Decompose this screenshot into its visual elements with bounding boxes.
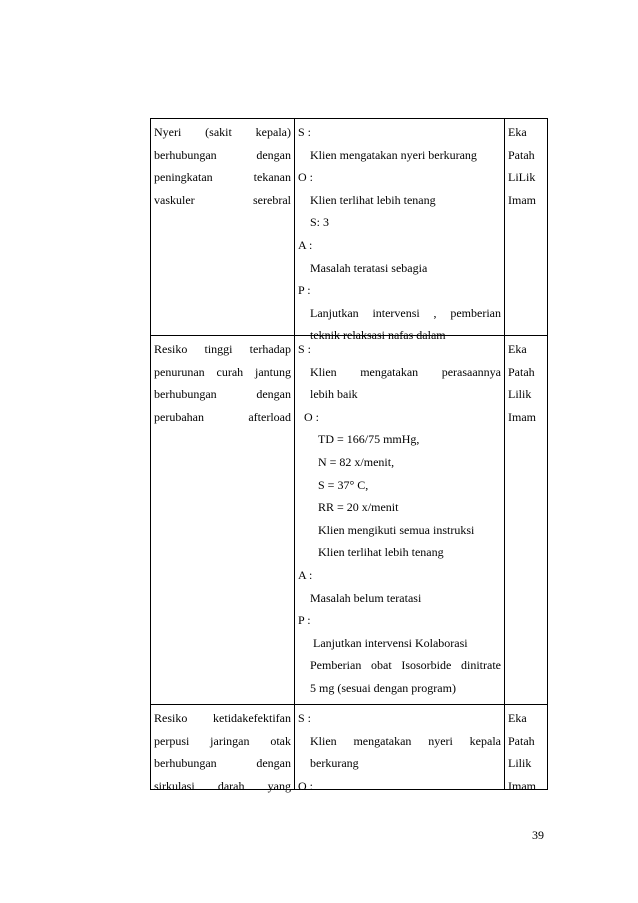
diagnosis-line: vaskuler serebral <box>154 192 291 207</box>
diagnosis-line: Resiko ketidakefektifan <box>154 711 291 725</box>
diagnosis-line: sirkulasi darah yang <box>154 778 291 793</box>
signature-name: Imam <box>508 409 536 424</box>
evaluation-line: O : <box>304 409 319 424</box>
signature-name: Imam <box>508 192 536 207</box>
evaluation-line: RR = 20 x/menit <box>318 500 399 515</box>
evaluation-line: Klien mengatakan perasaannya <box>310 364 501 379</box>
evaluation-line: Klien terlihat lebih tenang <box>318 545 444 560</box>
diagnosis-line: Resiko tinggi terhadap <box>154 342 291 356</box>
signature-cell <box>505 336 548 705</box>
evaluation-cell <box>295 119 505 343</box>
evaluation-table <box>150 118 548 793</box>
evaluation-line: Klien mengatakan nyeri kepala <box>310 733 501 748</box>
evaluation-line: S: 3 <box>310 215 330 230</box>
evaluation-line: 5 mg (sesuai dengan program) <box>310 680 456 695</box>
evaluation-line: Lanjutkan intervensi Kolaborasi <box>313 635 468 650</box>
diagnosis-cell <box>151 336 295 705</box>
evaluation-line: Klien mengikuti semua instruksi <box>318 522 475 537</box>
evaluation-line: Klien terlihat lebih tenang <box>310 192 436 207</box>
evaluation-cell <box>295 705 505 793</box>
diagnosis-line: perubahan afterload <box>154 409 291 424</box>
signature-name: Lilik <box>508 387 532 402</box>
evaluation-line: teknik relaksasi nafas dalam <box>310 328 446 343</box>
evaluation-line: Klien mengatakan nyeri berkurang <box>310 147 477 162</box>
evaluation-line: Masalah belum teratasi <box>310 590 422 605</box>
evaluation-line: lebih baik <box>310 387 358 402</box>
signature-name: Imam <box>508 778 536 793</box>
page-number: 39 <box>532 828 544 842</box>
signature-name: Patah <box>508 733 535 748</box>
evaluation-line: Lanjutkan intervensi , pemberian <box>310 305 501 320</box>
diagnosis-line: penurunan curah jantung <box>154 364 291 379</box>
table-row <box>151 336 548 705</box>
signature-name: Eka <box>508 125 527 139</box>
signature-cell <box>505 705 548 793</box>
evaluation-line: S : <box>298 711 312 725</box>
diagnosis-line: perpusi jaringan otak <box>154 733 291 748</box>
evaluation-line: Masalah teratasi sebagia <box>310 260 428 275</box>
diagnosis-line: berhubungan dengan <box>154 147 291 162</box>
evaluation-line: N = 82 x/menit, <box>318 454 395 469</box>
signature-name: Patah <box>508 147 535 162</box>
table-row <box>151 705 548 790</box>
diagnosis-cell <box>151 705 295 793</box>
evaluation-line: P : <box>298 283 311 298</box>
signature-name: Patah <box>508 364 535 379</box>
evaluation-cell <box>295 336 505 705</box>
signature-name: Eka <box>508 711 527 725</box>
table-body <box>151 119 548 793</box>
evaluation-line: S = 37° C, <box>318 477 369 492</box>
evaluation-line: S : <box>298 125 312 139</box>
diagnosis-line: berhubungan dengan <box>154 387 291 402</box>
evaluation-line: Pemberian obat Isosorbide dinitrate <box>310 658 501 673</box>
evaluation-line: A : <box>298 237 313 252</box>
signature-cell <box>505 119 548 336</box>
diagnosis-line: Nyeri (sakit kepala) <box>154 125 291 139</box>
evaluation-line: TD = 166/75 mmHg, <box>318 432 420 447</box>
signature-name: LiLik <box>508 170 536 185</box>
evaluation-line: P : <box>298 613 311 628</box>
signature-name: Eka <box>508 342 527 356</box>
evaluation-line: O : <box>298 778 313 793</box>
evaluation-line: O : <box>298 170 313 185</box>
table-row <box>151 119 548 336</box>
evaluation-line: S : <box>298 342 312 356</box>
diagnosis-line: berhubungan dengan <box>154 756 291 771</box>
signature-name: Lilik <box>508 756 532 771</box>
diagnosis-line: peningkatan tekanan <box>154 170 291 185</box>
diagnosis-cell <box>151 119 295 336</box>
evaluation-line: A : <box>298 567 313 582</box>
evaluation-line: berkurang <box>310 756 359 771</box>
